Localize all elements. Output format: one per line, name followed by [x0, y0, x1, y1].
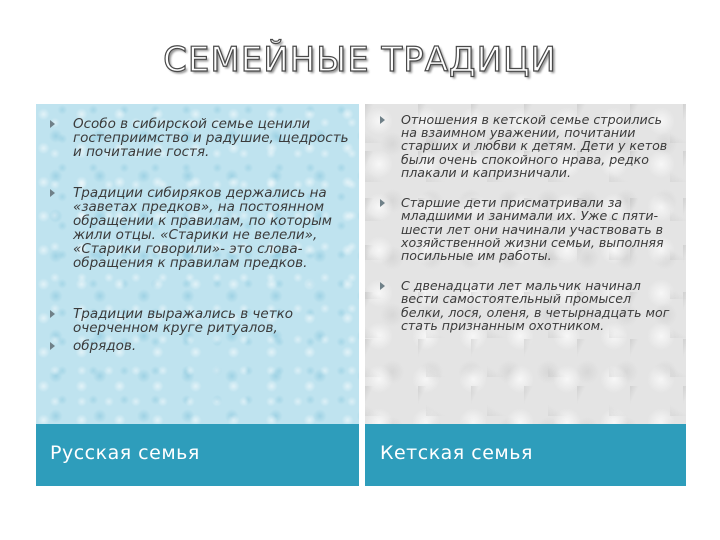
ket-family-label: Кетская семья: [365, 424, 686, 486]
bullet-arrow-icon: [380, 116, 385, 124]
bullet-item: [36, 186, 359, 271]
ket-family-bullets: [365, 113, 686, 332]
russian-family-panel: [36, 104, 359, 424]
bullet-text: Особо в сибирской семье ценили гостеприимство и радушие, щедрость и почитание гостя.: [73, 116, 349, 161]
bullet-arrow-icon: [380, 199, 385, 207]
bullet-text: С двенадцати лет мальчик начинал вести самостоятельный промысел белки, лося, оленя, в четырнадцать мог стать признанным охотником.: [401, 278, 670, 333]
russian-family-label: Русская семья: [36, 424, 359, 486]
bullet-item: [365, 279, 686, 332]
bullet-item: [36, 307, 359, 335]
bullet-item: [365, 113, 686, 179]
bullet-item: [365, 196, 686, 262]
bullet-arrow-icon: [50, 189, 55, 197]
bullet-arrow-icon: [380, 282, 385, 290]
bullet-arrow-icon: [50, 342, 55, 350]
ket-family-panel: [365, 104, 686, 424]
bullet-arrow-icon: [50, 120, 55, 128]
bullet-arrow-icon: [50, 310, 55, 318]
russian-family-bullets: [36, 117, 359, 353]
bullet-text: Традиции выражались в четко очерченном круге ритуалов,: [73, 305, 293, 336]
bullet-item: [36, 339, 359, 353]
bullet-text: Традиции сибиряков держались на «заветах предков», на постоянном обращении к правилам, по которым жили отцы. «Старики не велели», «Старики говорили»- это слова-обращения к правилам предков.: [73, 184, 332, 272]
bullet-item: [36, 117, 359, 160]
bullet-text: Отношения в кетской семье строились на взаимном уважении, почитании старших и любви к детям. Дети у кетов были очень спокойного нрава, редко плакали и капризничали.: [401, 112, 668, 180]
bullet-text: Старшие дети присматривали за младшими и занимали их. Уже с пяти- шести лет они начинали участвовать в хозяйственной жизни семьи, выполняя посильные им работы.: [401, 195, 664, 263]
slide-title: СЕМЕЙНЫЕ ТРАДИЦИ: [163, 40, 557, 80]
bullet-text: обрядов.: [73, 337, 137, 354]
